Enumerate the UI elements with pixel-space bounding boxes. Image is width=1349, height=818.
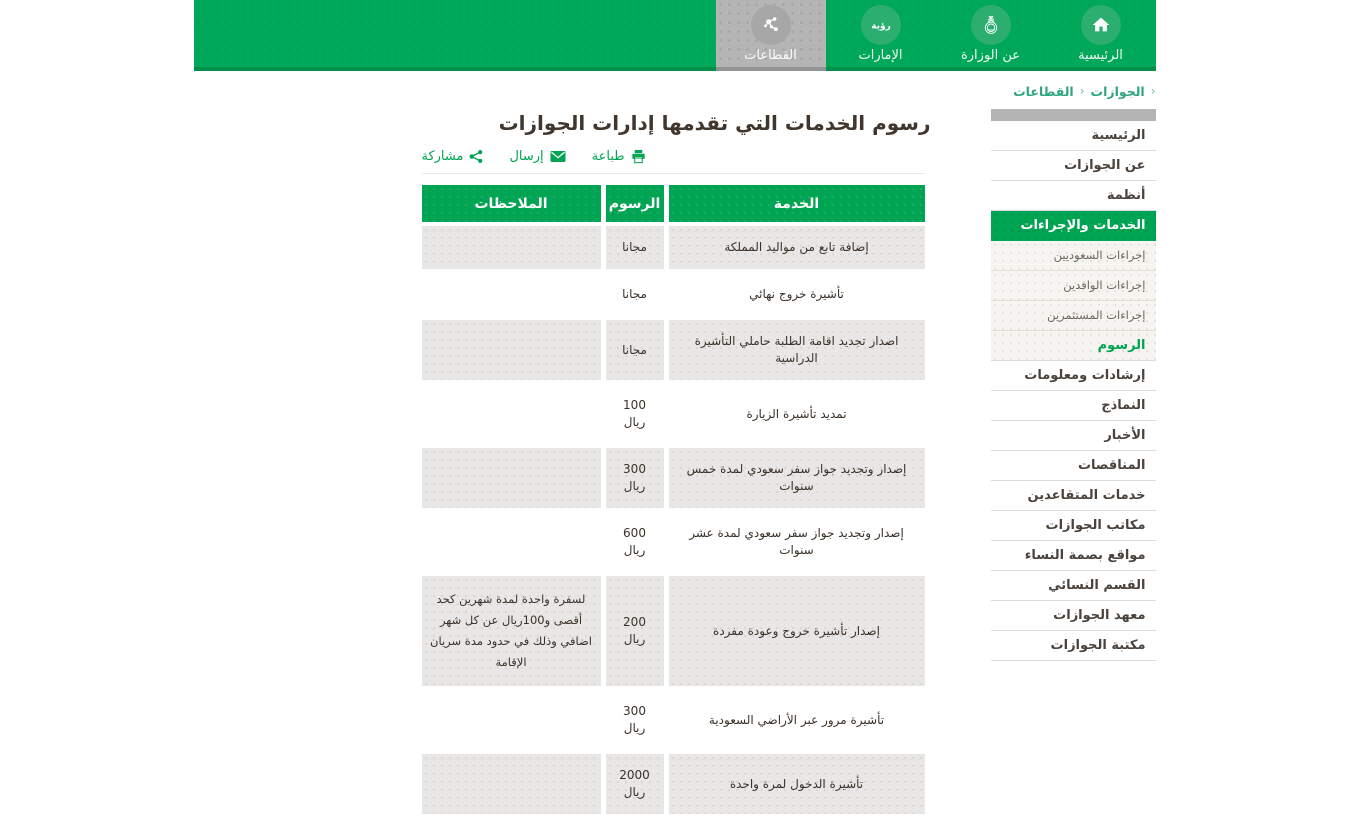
fee-cell: 600 ريال bbox=[606, 512, 664, 572]
breadcrumb-link-passports[interactable]: الجوازات bbox=[1090, 83, 1145, 99]
sidebar-item[interactable]: إجراءات المستثمرين bbox=[991, 301, 1156, 331]
table-row bbox=[422, 754, 925, 814]
sidebar-item[interactable]: القسم النسائي bbox=[991, 571, 1156, 601]
main-content bbox=[194, 71, 991, 818]
column-header-notes: الملاحظات bbox=[422, 185, 601, 222]
fee-cell: 300 ريال bbox=[606, 448, 664, 508]
column-header-service: الخدمة bbox=[669, 185, 925, 222]
notes-cell bbox=[422, 226, 601, 269]
service-cell: اصدار تجديد اقامة الطلبة حاملي التأشيرة الدراسية bbox=[669, 320, 925, 380]
actions-bar bbox=[422, 149, 925, 174]
sidebar-menu bbox=[991, 121, 1156, 661]
fee-cell: مجانا bbox=[606, 273, 664, 316]
service-cell: تأشيرة الدخول لمرة واحدة bbox=[669, 754, 925, 814]
page-title: رسوم الخدمات التي تقدمها إدارات الجوازات bbox=[498, 111, 931, 135]
breadcrumb-separator: › bbox=[1150, 84, 1156, 98]
fee-cell: 300 ريال bbox=[606, 690, 664, 750]
sidebar-item[interactable]: الخدمات والإجراءات bbox=[991, 211, 1156, 241]
service-cell: إصدار تأشيرة خروج وعودة مفردة bbox=[669, 576, 925, 686]
column-header-fee: الرسوم bbox=[606, 185, 664, 222]
sidebar-header-bar bbox=[991, 109, 1156, 121]
sidebar-item[interactable]: الرسوم bbox=[991, 331, 1156, 361]
notes-cell bbox=[422, 448, 601, 508]
table-row bbox=[422, 320, 925, 380]
service-cell: إضافة تابع من مواليد المملكة bbox=[669, 226, 925, 269]
nav-tab-label: عن الوزارة bbox=[960, 48, 1021, 63]
fee-cell: 100 ريال bbox=[606, 384, 664, 444]
sidebar-item[interactable]: مواقع بصمة النساء bbox=[991, 541, 1156, 571]
sidebar-item[interactable]: الرئيسية bbox=[991, 121, 1156, 151]
nav-tab-home[interactable] bbox=[1046, 0, 1156, 71]
sidebar-item[interactable]: الأخبار bbox=[991, 421, 1156, 451]
fees-table bbox=[417, 181, 930, 818]
nav-tab-emirates[interactable] bbox=[826, 0, 936, 71]
sectors-network-icon bbox=[751, 5, 791, 45]
fees-table-header-row bbox=[422, 185, 925, 222]
sidebar-item[interactable]: أنظمة bbox=[991, 181, 1156, 211]
share-link[interactable] bbox=[422, 149, 484, 164]
table-row bbox=[422, 512, 925, 572]
breadcrumb-separator: › bbox=[1079, 84, 1085, 98]
service-cell: تمديد تأشيرة الزيارة bbox=[669, 384, 925, 444]
notes-cell bbox=[422, 384, 601, 444]
share-label: مشاركة bbox=[421, 149, 464, 164]
sidebar-item[interactable]: النماذج bbox=[991, 391, 1156, 421]
sidebar-item[interactable]: المناقصات bbox=[991, 451, 1156, 481]
home-icon bbox=[1081, 5, 1121, 45]
table-row bbox=[422, 273, 925, 316]
service-cell: تأشيرة مرور عبر الأراضي السعودية bbox=[669, 690, 925, 750]
svg-text:رؤية: رؤية bbox=[870, 21, 891, 32]
envelope-icon bbox=[550, 150, 566, 163]
nav-tab-label: الرئيسية bbox=[1078, 48, 1123, 63]
table-row bbox=[422, 690, 925, 750]
nav-tab-label: القطاعات bbox=[744, 48, 797, 63]
printer-icon bbox=[631, 149, 646, 164]
share-icon bbox=[469, 149, 483, 164]
print-label: طباعة bbox=[591, 149, 625, 164]
breadcrumb-link-sectors[interactable]: القطاعات bbox=[1013, 83, 1074, 99]
print-link[interactable] bbox=[592, 149, 646, 164]
nav-tab-about-ministry[interactable] bbox=[936, 0, 1046, 71]
breadcrumb bbox=[991, 83, 1156, 99]
sidebar-item[interactable]: إرشادات ومعلومات bbox=[991, 361, 1156, 391]
nav-tab-label: الإمارات bbox=[858, 48, 903, 63]
fee-cell: مجانا bbox=[606, 226, 664, 269]
sidebar-item[interactable]: إجراءات الوافدين bbox=[991, 271, 1156, 301]
send-label: إرسال bbox=[509, 149, 544, 164]
service-cell: إصدار وتجديد جواز سفر سعودي لمدة عشر سنوات bbox=[669, 512, 925, 572]
ministry-emblem-icon bbox=[971, 5, 1011, 45]
fee-cell: 200 ريال bbox=[606, 576, 664, 686]
sidebar-item[interactable]: إجراءات السعوديين bbox=[991, 241, 1156, 271]
emirates-calligraphy-icon bbox=[861, 5, 901, 45]
notes-cell bbox=[422, 690, 601, 750]
table-row bbox=[422, 384, 925, 444]
sidebar-item[interactable]: عن الجوازات bbox=[991, 151, 1156, 181]
table-row bbox=[422, 576, 925, 686]
notes-cell bbox=[422, 320, 601, 380]
sidebar-item[interactable]: مكاتب الجوازات bbox=[991, 511, 1156, 541]
service-cell: إصدار وتجديد جواز سفر سعودي لمدة خمس سنوات bbox=[669, 448, 925, 508]
page-container bbox=[194, 0, 1156, 818]
fee-cell: 2000 ريال bbox=[606, 754, 664, 814]
sidebar bbox=[991, 71, 1156, 661]
nav-tab-sectors[interactable] bbox=[716, 0, 826, 71]
notes-cell bbox=[422, 754, 601, 814]
notes-cell: لسفرة واحدة لمدة شهرين كحد أقصى و100ريال عن كل شهر اضافي وذلك في حدود مدة سريان الإقامة bbox=[422, 576, 601, 686]
table-row bbox=[422, 226, 925, 269]
sidebar-item[interactable]: مكتبة الجوازات bbox=[991, 631, 1156, 661]
notes-cell bbox=[422, 512, 601, 572]
sidebar-item[interactable]: خدمات المتقاعدين bbox=[991, 481, 1156, 511]
fee-cell: مجانا bbox=[606, 320, 664, 380]
sidebar-item[interactable]: معهد الجوازات bbox=[991, 601, 1156, 631]
table-row bbox=[422, 448, 925, 508]
send-link[interactable] bbox=[509, 149, 565, 164]
top-navbar bbox=[194, 0, 1156, 71]
notes-cell bbox=[422, 273, 601, 316]
service-cell: تأشيرة خروج نهائي bbox=[669, 273, 925, 316]
